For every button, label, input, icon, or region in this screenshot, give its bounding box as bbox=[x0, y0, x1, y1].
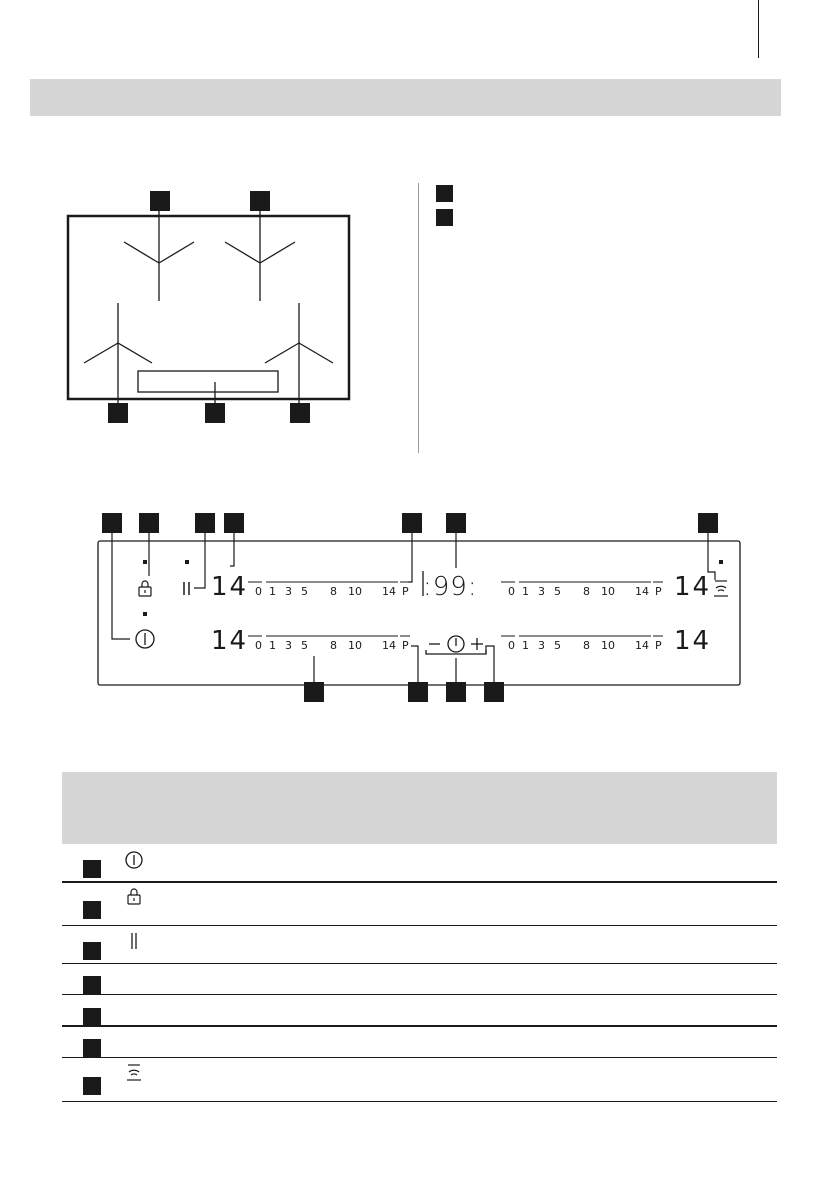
callout-marker bbox=[150, 191, 170, 211]
panel-frame bbox=[98, 541, 740, 685]
divider-line bbox=[418, 183, 419, 453]
power-scale bbox=[501, 636, 663, 652]
scale-label: 8 bbox=[330, 639, 337, 652]
scale-label: P bbox=[402, 639, 409, 652]
scale-label: P bbox=[655, 585, 662, 598]
scale-label: 3 bbox=[285, 585, 292, 598]
scale-label: 10 bbox=[348, 639, 362, 652]
scale-label: 14 bbox=[635, 585, 649, 598]
scale-label: 3 bbox=[538, 639, 545, 652]
plus-icon bbox=[471, 638, 483, 650]
scale-label: 10 bbox=[601, 639, 615, 652]
scale-label: 14 bbox=[382, 585, 396, 598]
page-edge-line bbox=[758, 0, 759, 58]
zone-power-display: 14 bbox=[674, 572, 712, 602]
timer-display bbox=[423, 571, 478, 602]
scale-label: 0 bbox=[255, 639, 262, 652]
timer-icon bbox=[448, 636, 464, 652]
scale-label: 3 bbox=[285, 639, 292, 652]
hob-hood-icon bbox=[714, 581, 728, 596]
power-scale bbox=[248, 636, 410, 652]
scale-label: 5 bbox=[301, 639, 308, 652]
scale-label: 1 bbox=[522, 585, 529, 598]
section-header-bar bbox=[30, 79, 781, 116]
zone-power-display: 14 bbox=[211, 572, 249, 602]
callout-marker bbox=[250, 191, 270, 211]
callout-marker bbox=[402, 513, 422, 533]
scale-label: 10 bbox=[348, 585, 362, 598]
scale-label: 14 bbox=[382, 639, 396, 652]
lock-icon bbox=[124, 887, 144, 912]
table-rule bbox=[62, 1101, 777, 1102]
table-row bbox=[62, 995, 777, 1026]
callout-marker bbox=[446, 513, 466, 533]
indicator-dot bbox=[143, 612, 147, 616]
pause-icon bbox=[124, 931, 144, 956]
scale-label: 1 bbox=[269, 585, 276, 598]
scale-label: P bbox=[655, 639, 662, 652]
timer-display-text: :99: bbox=[423, 572, 478, 602]
scale-label: P bbox=[402, 585, 409, 598]
power-scale bbox=[501, 582, 663, 598]
indicator-dot bbox=[143, 560, 147, 564]
scale-label: 0 bbox=[508, 585, 515, 598]
scale-label: 1 bbox=[522, 639, 529, 652]
zone-power-display: 14 bbox=[211, 626, 249, 656]
row-number-marker bbox=[83, 976, 101, 994]
scale-label: 0 bbox=[255, 585, 262, 598]
table-rule bbox=[62, 1057, 777, 1058]
row-number-marker bbox=[83, 1008, 101, 1026]
table-rule bbox=[62, 963, 777, 964]
cooking-surface-diagram bbox=[60, 185, 360, 425]
control-panel-diagram bbox=[90, 510, 750, 705]
scale-label: 5 bbox=[301, 585, 308, 598]
table-rule bbox=[62, 881, 777, 883]
table-row bbox=[62, 964, 777, 994]
callout-marker bbox=[108, 403, 128, 423]
table-row bbox=[62, 1027, 777, 1057]
row-number-marker bbox=[83, 942, 101, 960]
power-scale bbox=[248, 582, 410, 598]
row-number-marker bbox=[83, 901, 101, 919]
callout-marker bbox=[102, 513, 122, 533]
scale-label: 3 bbox=[538, 585, 545, 598]
callout-marker bbox=[224, 513, 244, 533]
control-panel-outline bbox=[138, 371, 278, 407]
table-row bbox=[62, 845, 777, 881]
row-number-marker bbox=[83, 1077, 101, 1095]
legend-marker bbox=[436, 185, 453, 202]
lock-icon bbox=[139, 581, 151, 596]
scale-label: 5 bbox=[554, 585, 561, 598]
scale-label: 5 bbox=[554, 639, 561, 652]
callout-marker bbox=[698, 513, 718, 533]
table-header bbox=[62, 772, 777, 844]
row-number-marker bbox=[83, 860, 101, 878]
row-number-marker bbox=[83, 1039, 101, 1057]
table-row bbox=[62, 926, 777, 963]
table-row bbox=[62, 882, 777, 925]
legend-marker bbox=[436, 209, 453, 226]
pause-icon bbox=[184, 582, 189, 595]
scale-label: 10 bbox=[601, 585, 615, 598]
callout-marker bbox=[139, 513, 159, 533]
zone-power-display: 14 bbox=[674, 626, 712, 656]
scale-label: 14 bbox=[635, 639, 649, 652]
hob-hood-icon bbox=[124, 1063, 144, 1088]
indicator-dot bbox=[185, 560, 189, 564]
callout-marker bbox=[195, 513, 215, 533]
scale-label: 8 bbox=[583, 639, 590, 652]
scale-label: 8 bbox=[583, 585, 590, 598]
table-rule bbox=[62, 1025, 777, 1027]
scale-label: 1 bbox=[269, 639, 276, 652]
callout-marker bbox=[205, 403, 225, 423]
table-rule bbox=[62, 925, 777, 926]
table-rule bbox=[62, 994, 777, 995]
scale-label: 8 bbox=[330, 585, 337, 598]
table-row bbox=[62, 1058, 777, 1101]
scale-label: 0 bbox=[508, 639, 515, 652]
power-icon bbox=[124, 850, 144, 875]
power-icon bbox=[136, 630, 154, 648]
callout-marker bbox=[290, 403, 310, 423]
indicator-dot bbox=[719, 560, 723, 564]
